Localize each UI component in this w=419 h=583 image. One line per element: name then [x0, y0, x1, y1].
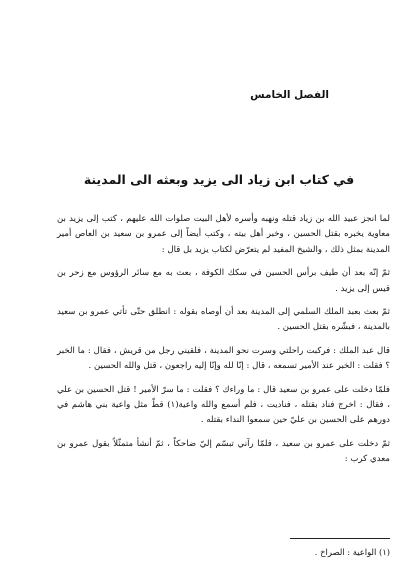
- chapter-heading: الفصل الخامس: [250, 89, 329, 101]
- paragraph: ثمّ إنّه بعد أن طيف برأس الحسين في سكك الكوفة ، بعث به مع سائر الرؤوس مع زحر بن قيس إلى يزيد .: [57, 268, 390, 294]
- section-title: في كتاب ابن زياد الى يزيد وبعثه الى المدينة: [83, 172, 355, 187]
- paragraph: لما انجز عبيد الله بن زياد قتله ونهبه وأسره لأهل البيت صلوات الله عليهم ، كتب إلى يزيد بن معاوية يخبره بقتل الحسين ، وخبر أهل بيته ، وكتب أيضاً إلى عمرو بن سعيد بن العاص أمير المدينة بمثل ذلك ، والشيخ المفيد لم يتعرّض لكتاب يزيد بل قال :: [57, 214, 391, 255]
- paragraph: قال عبد الملك : فركبت راحلتي وسرت نحو المدينة ، فلقيني رجل من قريش ، فقال : ما الخبر ؟ فقلت : الخبر عند الأمير تسمعه ، قال : إنّا لله وإنّا إليه راجعون ، قتل والله الحسين .: [57, 345, 390, 372]
- footnote-separator: [290, 538, 390, 539]
- body-text: [57, 212, 390, 474]
- footnote: (١) الواعية : الصراخ .: [314, 547, 390, 557]
- paragraph: فلمّا دخلت على عمرو بن سعيد قال : ما وراءك ؟ فقلت : ما سرّ الأمير ! قتل الحسين بن علي ، فقال : اخرج فناد بقتله ، فناديت ، فلم أسمع والله واعية(١) قطّ مثل واعية بني هاشم في دورهم على الحسين بن عليّ حين سمعوا النداء بقتله .: [57, 384, 390, 426]
- paragraph: ثمّ دخلت على عمرو بن سعيد ، فلمّا رآني تبسّم إليّ ضاحكاً ، ثمّ أنشأ متمثّلاً بقول عمرو بن معدي كرب :: [57, 438, 390, 465]
- paragraph: ثمّ بعث بعبد الملك السلمي إلى المدينة بعد أن أوصاه بقوله : انطلق حتّى تأتي عمرو بن سعيد بالمدينة ، فبشّره بقتل الحسين .: [57, 307, 390, 333]
